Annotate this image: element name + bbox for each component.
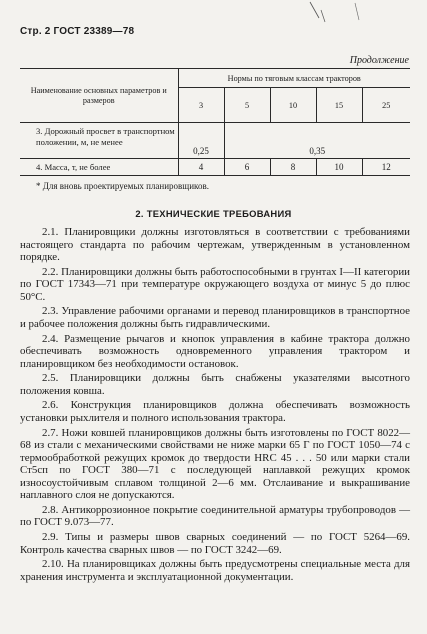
body-text bbox=[20, 226, 410, 585]
class-header: 3 bbox=[178, 88, 224, 123]
column-header-norms: Нормы по тяговым классам тракторов bbox=[178, 69, 410, 88]
paragraph: 2.3. Управление рабочими органами и перевод планировщиков в транспортное и рабочее положения должны быть гидравлическими. bbox=[20, 305, 410, 330]
paragraph: 2.5. Планировщики должны быть снабжены указателями высотного положения ковша. bbox=[20, 372, 410, 397]
table-cell: 8 bbox=[270, 159, 316, 176]
parameters-table bbox=[20, 68, 410, 176]
column-header-name: Наименование основных параметров и размеров bbox=[20, 69, 178, 123]
table-cell: 10 bbox=[316, 159, 362, 176]
table-row bbox=[20, 159, 410, 176]
paragraph: 2.8. Антикоррозионное покрытие соединительной арматуры трубопроводов — по ГОСТ 9.073—77. bbox=[20, 503, 410, 529]
paragraph: 2.10. На планировщиках должны быть предусмотрены специальные места для хранения инструмента и эксплуатационной документации. bbox=[20, 558, 410, 583]
row-label: 4. Масса, т, не более bbox=[20, 159, 178, 176]
paragraph: 2.4. Размещение рычагов и кнопок управления в кабине трактора должно обеспечивать возможность одновременного управления трактором и планировщиком без необходимости остановок. bbox=[20, 332, 410, 370]
table-cell: 4 bbox=[178, 159, 224, 176]
section-title: 2. ТЕХНИЧЕСКИЕ ТРЕБОВАНИЯ bbox=[135, 208, 292, 219]
table-row bbox=[20, 123, 410, 159]
class-header: 5 bbox=[224, 88, 270, 123]
paragraph: 2.1. Планировщики должны изготовляться в соответствии с требованиями настоящего стандарта по рабочим чертежам, утвержденным в установленном порядке. bbox=[20, 226, 410, 263]
table-cell: 0,35 bbox=[224, 123, 410, 159]
pen-mark bbox=[305, 0, 365, 28]
paragraph: 2.7. Ножи ковшей планировщиков должны быть изготовлены по ГОСТ 8022—68 из стали с механическими свойствами не ниже марки 65 Г по ГОСТ 1050—74 с термообработкой режущих кромок до твердости HRC 45 . . . 50 или марки стали Ст5сп по ГОСТ 380—71 с последующей наплавкой режущих кромок износоустойчивым сплавом толщиной 2—6 мм. Отслаивание и выкрашивание наплавного слоя не допускаются. bbox=[20, 426, 410, 502]
table-cell: 0,25 bbox=[178, 123, 224, 159]
paragraph: 2.9. Типы и размеры швов сварных соединений — по ГОСТ 5264—69. Контроль качества сварных швов — по ГОСТ 3242—69. bbox=[20, 531, 410, 556]
class-header: 25 bbox=[362, 88, 410, 123]
table-cell: 12 bbox=[362, 159, 410, 176]
row-label: 3. Дорожный просвет в транспортном положении, м, не менее bbox=[20, 123, 178, 159]
page-header: Стр. 2 ГОСТ 23389—78 bbox=[20, 26, 135, 37]
class-header: 10 bbox=[270, 88, 316, 123]
class-header: 15 bbox=[316, 88, 362, 123]
paragraph: 2.2. Планировщики должны быть работоспособными в грунтах I—II категории по ГОСТ 17343—71 при температуре окружающего воздуха от минус 5 до плюс 50°С. bbox=[20, 265, 410, 303]
table-cell: 6 bbox=[224, 159, 270, 176]
footnote: * Для вновь проектируемых планировщиков. bbox=[36, 181, 209, 191]
paragraph: 2.6. Конструкция планировщиков должна обеспечивать возможность установки рыхлителя и полного использования трактора. bbox=[20, 399, 410, 424]
table-continued-label: Продолжение bbox=[349, 55, 409, 66]
